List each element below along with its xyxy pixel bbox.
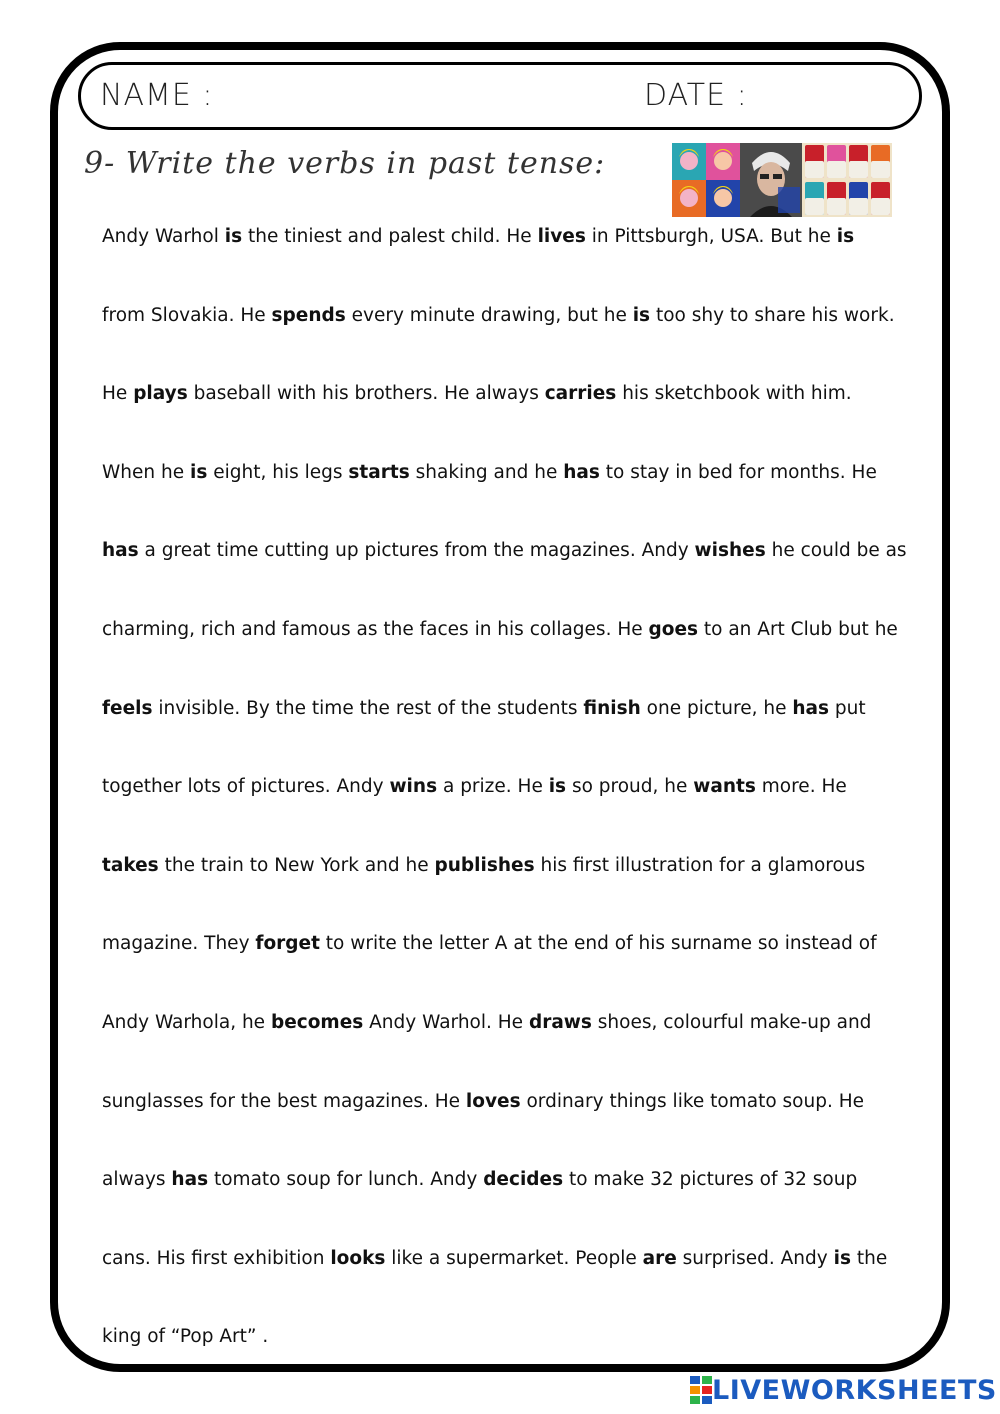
passage-line (102, 851, 865, 881)
verb-to-change: decides (483, 1169, 564, 1191)
name-label: NAME : (100, 78, 214, 113)
verb-to-change: carries (544, 383, 617, 405)
passage-text: to make 32 pictures of 32 soup (563, 1169, 858, 1191)
warhol-portrait (740, 143, 802, 217)
passage-text: every minute drawing, but he (345, 304, 633, 326)
passage-text: his sketchbook with him. (616, 383, 852, 405)
verb-to-change: finish (583, 697, 641, 719)
passage-text: a prize. He (437, 776, 549, 798)
liveworksheets-logo-icon (690, 1376, 712, 1404)
passage-line (102, 1322, 268, 1352)
passage-line (102, 772, 847, 802)
passage-text: a great time cutting up pictures from the magazines. Andy (138, 540, 695, 562)
verb-to-change: has (792, 697, 830, 719)
verb-to-change: is (548, 776, 567, 798)
verb-to-change: is (224, 226, 243, 247)
verb-to-change: spends (271, 304, 346, 326)
verb-to-change: has (563, 461, 600, 483)
liveworksheets-logo-text: LIVEWORKSHEETS (712, 1374, 997, 1406)
verb-to-change: is (190, 461, 208, 483)
passage-text: to an Art Club but he (698, 619, 898, 640)
verb-to-change: is (632, 304, 651, 326)
passage-text: king of “Pop Art” . (102, 1326, 269, 1348)
passage-text: from Slovakia. He (102, 304, 272, 326)
soup-cans (802, 143, 892, 217)
passage-text: shaking and he (409, 461, 564, 483)
passage-text: so proud, he (566, 776, 694, 798)
verb-to-change: goes (648, 619, 699, 640)
verb-to-change: wishes (694, 540, 766, 562)
verb-to-change: lives (537, 226, 586, 247)
verb-to-change: plays (133, 383, 188, 405)
passage-line (102, 694, 866, 724)
passage-text: one picture, he (640, 697, 793, 719)
passage-text: charming, rich and famous as the faces in his collages. He (102, 619, 649, 640)
passage-text: surprised. Andy (676, 1247, 834, 1269)
passage-text: Andy Warhola, he (102, 1012, 271, 1033)
passage-text: to stay in bed for months. He (599, 461, 877, 483)
passage-text: more. He (755, 776, 847, 798)
passage-text: sunglasses for the best magazines. He (102, 1090, 466, 1112)
passage-text: tomato soup for lunch. Andy (208, 1169, 484, 1191)
verb-to-change: takes (102, 854, 159, 876)
verb-to-change: has (102, 540, 139, 562)
passage-text: When he (102, 461, 190, 483)
passage-text: ordinary things like tomato soup. He (520, 1090, 865, 1112)
marilyn-panels (672, 143, 740, 217)
passage-line (102, 1165, 857, 1195)
verb-to-change: forget (255, 933, 320, 955)
exercise-instruction: 9- Write the verbs in past tense: (84, 146, 606, 181)
passage-text: Andy Warhol (102, 226, 225, 247)
verb-to-change: starts (348, 461, 410, 483)
verb-to-change: are (642, 1247, 677, 1269)
verb-to-change: loves (465, 1090, 521, 1112)
verb-to-change: looks (330, 1247, 386, 1269)
verb-to-change: has (171, 1169, 209, 1191)
passage-text: baseball with his brothers. He always (187, 383, 545, 405)
verb-to-change: draws (528, 1012, 592, 1033)
verb-to-change: publishes (434, 854, 535, 876)
verb-to-change: wins (389, 776, 438, 798)
passage-text: together lots of pictures. Andy (102, 776, 390, 798)
passage-text: in Pittsburgh, USA. But he (585, 226, 837, 247)
passage-text: magazine. They (102, 933, 256, 955)
verb-to-change: is (836, 226, 855, 247)
passage-text: put (829, 697, 866, 719)
passage-text: the (850, 1247, 888, 1269)
passage-text: the train to New York and he (158, 854, 435, 876)
passage-text: invisible. By the time the rest of the students (152, 697, 584, 719)
passage-line (102, 1087, 864, 1117)
passage-line (102, 536, 907, 566)
passage-text: like a supermarket. People (385, 1247, 643, 1269)
passage-text: eight, his legs (207, 461, 349, 483)
passage-line (102, 615, 898, 645)
warhol-pop-art-image (672, 143, 892, 217)
passage-line (102, 222, 854, 252)
passage-text: too shy to share his work. (650, 304, 895, 326)
verb-to-change: feels (102, 697, 153, 719)
passage-line (102, 301, 895, 331)
verb-to-change: becomes (270, 1012, 364, 1033)
date-label: DATE : (644, 78, 748, 113)
verb-to-change: is (833, 1247, 851, 1269)
verb-to-change: wants (693, 776, 756, 798)
passage-text: cans. His first exhibition (102, 1247, 331, 1269)
passage-text: Andy Warhol. He (363, 1012, 529, 1033)
passage-line (102, 458, 877, 488)
passage-text: to write the letter A at the end of his surname so instead of (319, 933, 877, 955)
passage-line (102, 929, 877, 959)
passage-line (102, 1244, 887, 1274)
passage-line (102, 1008, 871, 1038)
passage-text: his first illustration for a glamorous (534, 854, 866, 876)
passage-text: shoes, colourful make-up and (591, 1012, 872, 1033)
passage-text: the tiniest and palest child. He (242, 226, 538, 247)
passage-text: He (102, 383, 134, 405)
passage-line (102, 379, 852, 409)
liveworksheets-brand (690, 1374, 997, 1406)
passage-text: always (102, 1169, 172, 1191)
passage-text: he could be as (765, 540, 907, 562)
